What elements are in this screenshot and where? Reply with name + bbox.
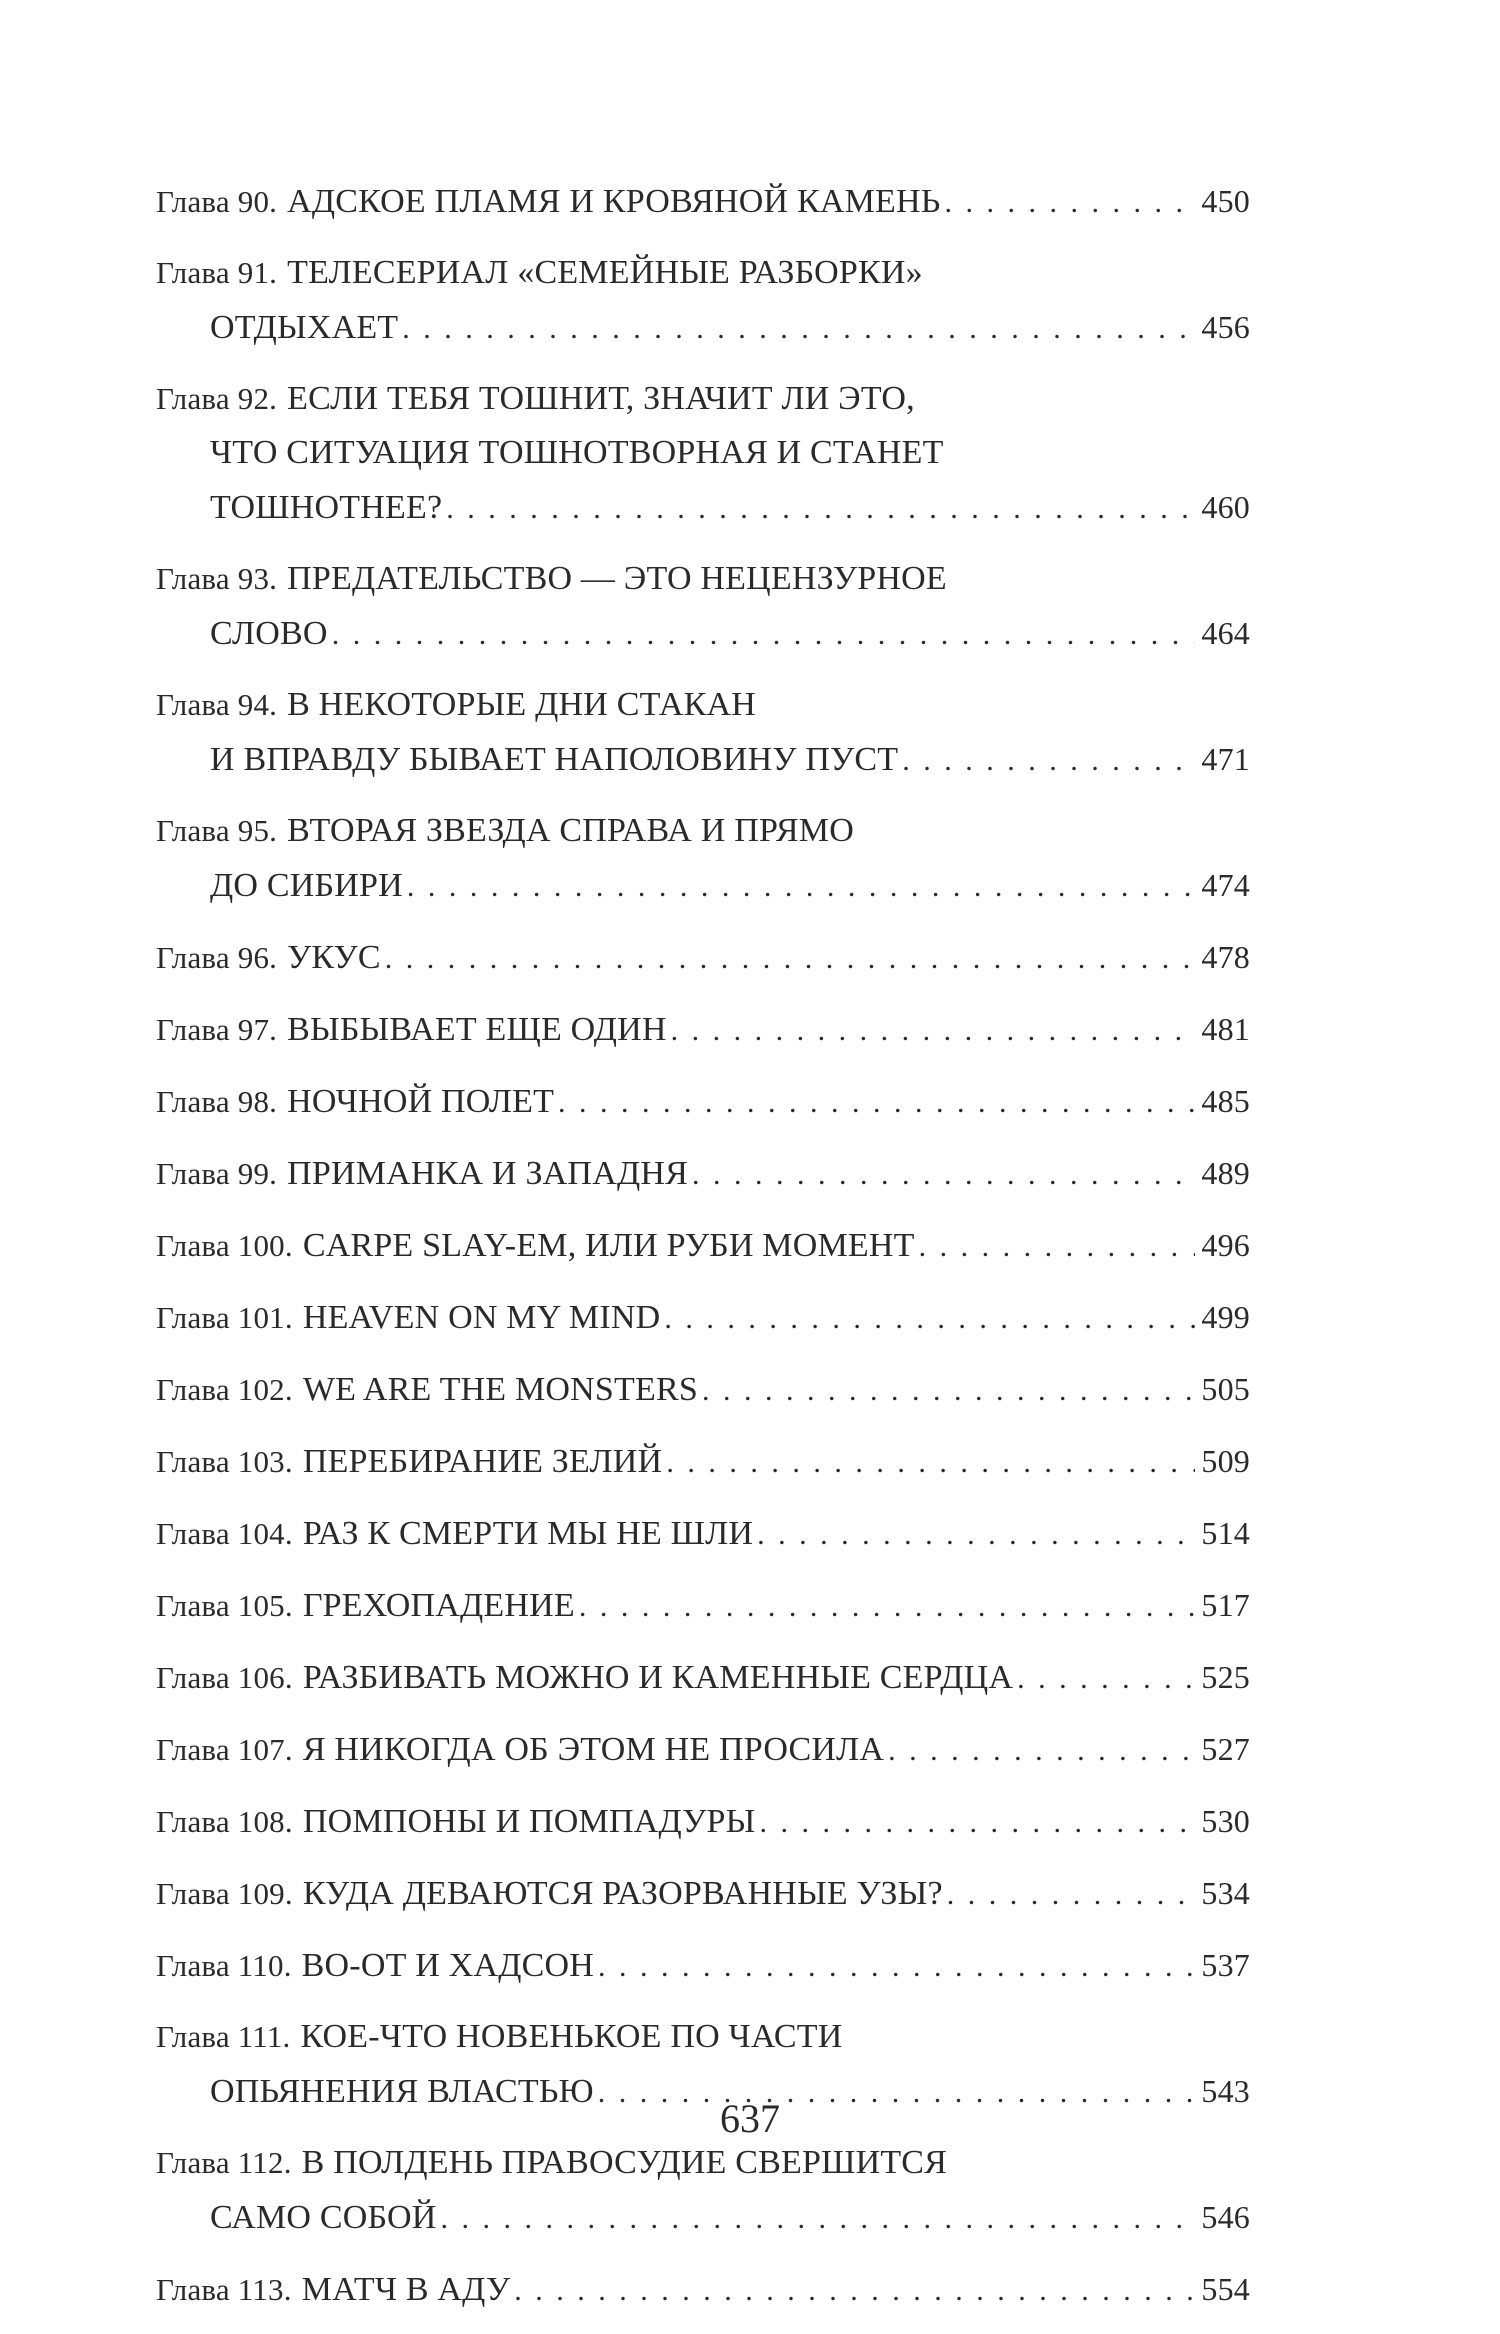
toc-entry [156, 1074, 1250, 1128]
chapter-prefix: Глава 101. [156, 1300, 293, 1335]
chapter-page-number: 527 [1201, 1731, 1250, 1767]
toc-entry [156, 246, 1250, 354]
toc-entry [156, 1650, 1250, 1704]
toc-entry [156, 1218, 1250, 1272]
chapter-page-number: 554 [1201, 2271, 1250, 2307]
chapter-prefix: Глава 95. [156, 813, 278, 848]
toc-entry [156, 552, 1250, 660]
toc-line [156, 426, 1250, 480]
toc-entry [156, 174, 1250, 228]
toc-entry [156, 1866, 1250, 1920]
chapter-page-number: 474 [1201, 867, 1250, 903]
toc-entry [156, 1938, 1250, 1992]
chapter-prefix: Глава 111. [156, 2019, 291, 2054]
toc-entry [156, 1722, 1250, 1776]
chapter-page-number: 450 [1201, 183, 1250, 219]
dot-leader [1017, 1652, 1195, 1706]
chapter-prefix: Глава 104. [156, 1516, 293, 1551]
chapter-title: ВТОРАЯ ЗВЕЗДА СПРАВА И ПРЯМО [287, 812, 854, 849]
chapter-page-number: 525 [1201, 1659, 1250, 1695]
toc-entry [156, 2136, 1250, 2244]
chapter-prefix: Глава 96. [156, 940, 278, 975]
chapter-page-number: 485 [1201, 1083, 1250, 1119]
chapter-title: ВО-ОТ И ХАДСОН [301, 1947, 594, 1984]
toc-entry [156, 1578, 1250, 1632]
dot-leader [888, 1724, 1195, 1778]
chapter-title: В ПОЛДЕНЬ ПРАВОСУДИЕ СВЕРШИТСЯ [301, 2144, 948, 2181]
toc-line [156, 1074, 1250, 1128]
chapter-prefix: Глава 90. [156, 184, 278, 219]
chapter-prefix: Глава 99. [156, 1156, 278, 1191]
chapter-title: ЧТО СИТУАЦИЯ ТОШНОТВОРНАЯ И СТАНЕТ [210, 434, 944, 471]
chapter-title: ПЕРЕБИРАНИЕ ЗЕЛИЙ [302, 1443, 663, 1480]
toc-entry [156, 678, 1250, 786]
chapter-title: КУДА ДЕВАЮТСЯ РАЗОРВАННЫЕ УЗЫ? [302, 1875, 943, 1912]
toc-line [156, 2010, 1250, 2064]
toc-entry [156, 1290, 1250, 1344]
chapter-title: ПРЕДАТЕЛЬСТВО — ЭТО НЕЦЕНЗУРНОЕ [287, 560, 947, 597]
chapter-page-number: 456 [1201, 309, 1250, 345]
chapter-prefix: Глава 108. [156, 1804, 293, 1839]
chapter-prefix: Глава 105. [156, 1588, 293, 1623]
chapter-title: СЛОВО [210, 615, 328, 652]
dot-leader [332, 608, 1196, 662]
toc-line [156, 930, 1250, 984]
chapter-title: CARPE SLAY-EM, ИЛИ РУБИ МОМЕНТ [302, 1227, 915, 1264]
chapter-title: УКУС [287, 939, 381, 976]
chapter-page-number: 499 [1201, 1299, 1250, 1335]
chapter-page-number: 489 [1201, 1155, 1250, 1191]
toc-line [156, 372, 1250, 426]
dot-leader [945, 176, 1196, 230]
chapter-title: HEAVEN ON MY MIND [302, 1299, 661, 1336]
dot-leader [558, 1076, 1195, 1130]
chapter-page-number: 464 [1201, 615, 1250, 651]
chapter-title: РАЗБИВАТЬ МОЖНО И КАМЕННЫЕ СЕРДЦА [302, 1659, 1014, 1696]
chapter-prefix: Глава 112. [156, 2145, 292, 2180]
toc-line [156, 1002, 1250, 1056]
chapter-title: ТЕЛЕСЕРИАЛ «СЕМЕЙНЫЕ РАЗБОРКИ» [287, 254, 923, 291]
toc-line [156, 1434, 1250, 1488]
chapter-prefix: Глава 103. [156, 1444, 293, 1479]
chapter-title: В НЕКОТОРЫЕ ДНИ СТАКАН [287, 686, 756, 723]
toc-line [156, 1578, 1250, 1632]
page-number-footer: 637 [720, 2096, 780, 2141]
toc-entry [156, 1506, 1250, 1560]
toc-line [156, 1794, 1250, 1848]
chapter-prefix: Глава 98. [156, 1084, 278, 1119]
chapter-prefix: Глава 102. [156, 1372, 293, 1407]
toc-line [156, 1290, 1250, 1344]
dot-leader [440, 2192, 1195, 2246]
toc-line [156, 1218, 1250, 1272]
toc-entry [156, 2262, 1250, 2316]
chapter-title: Я НИКОГДА ОБ ЭТОМ НЕ ПРОСИЛА [302, 1731, 885, 1768]
dot-leader [666, 1436, 1195, 1490]
dot-leader [446, 482, 1195, 536]
chapter-prefix: Глава 110. [156, 1948, 292, 1983]
chapter-prefix: Глава 92. [156, 381, 278, 416]
dot-leader [514, 2264, 1195, 2318]
chapter-page-number: 546 [1201, 2199, 1250, 2235]
chapter-prefix: Глава 106. [156, 1660, 293, 1695]
toc-line [156, 1650, 1250, 1704]
chapter-prefix: Глава 91. [156, 255, 278, 290]
chapter-title: САМО СОБОЙ [210, 2199, 437, 2236]
dot-leader [598, 1940, 1195, 1994]
chapter-title: ОТДЫХАЕТ [210, 309, 399, 346]
chapter-page-number: 471 [1201, 741, 1250, 777]
chapter-page-number: 509 [1201, 1443, 1250, 1479]
chapter-page-number: 514 [1201, 1515, 1250, 1551]
chapter-title: ТОШНОТНЕЕ? [210, 489, 443, 526]
dot-leader [385, 932, 1196, 986]
dot-leader [702, 1364, 1195, 1418]
chapter-page-number: 460 [1201, 489, 1250, 525]
toc-line [156, 732, 1250, 786]
toc-entry [156, 372, 1250, 534]
toc-line [156, 1362, 1250, 1416]
chapter-prefix: Глава 107. [156, 1732, 293, 1767]
toc-line [156, 1866, 1250, 1920]
toc-entry [156, 1002, 1250, 1056]
chapter-title: НОЧНОЙ ПОЛЕТ [287, 1083, 555, 1120]
chapter-title: ЕСЛИ ТЕБЯ ТОШНИТ, ЗНАЧИТ ЛИ ЭТО, [287, 380, 915, 417]
chapter-title: ГРЕХОПАДЕНИЕ [302, 1587, 575, 1624]
dot-leader [947, 1868, 1196, 1922]
toc-line [156, 480, 1250, 534]
toc-entry [156, 1146, 1250, 1200]
chapter-title: ПРИМАНКА И ЗАПАДНЯ [287, 1155, 688, 1192]
toc-line [156, 2136, 1250, 2190]
chapter-prefix: Глава 109. [156, 1876, 293, 1911]
chapter-title: И ВПРАВДУ БЫВАЕТ НАПОЛОВИНУ ПУСТ [210, 741, 899, 778]
chapter-prefix: Глава 94. [156, 687, 278, 722]
toc-line [156, 300, 1250, 354]
toc-entry [156, 804, 1250, 912]
toc-entry [156, 930, 1250, 984]
chapter-title: РАЗ К СМЕРТИ МЫ НЕ ШЛИ [302, 1515, 754, 1552]
chapter-prefix: Глава 97. [156, 1012, 278, 1047]
dot-leader [402, 302, 1195, 356]
toc-line [156, 1146, 1250, 1200]
chapter-page-number: 530 [1201, 1803, 1250, 1839]
dot-leader [919, 1220, 1196, 1274]
chapter-title: ВЫБЫВАЕТ ЕЩЕ ОДИН [287, 1011, 667, 1048]
toc-line [156, 1938, 1250, 1992]
dot-leader [760, 1796, 1196, 1850]
chapter-page-number: 543 [1201, 2073, 1250, 2109]
dot-leader [664, 1292, 1195, 1346]
toc-line [156, 804, 1250, 858]
chapter-page-number: 505 [1201, 1371, 1250, 1407]
chapter-page-number: 496 [1201, 1227, 1250, 1263]
toc-line [156, 678, 1250, 732]
dot-leader [692, 1148, 1195, 1202]
toc-line [156, 2262, 1250, 2316]
chapter-prefix: Глава 93. [156, 561, 278, 596]
chapter-title: ОПЬЯНЕНИЯ ВЛАСТЬЮ [210, 2073, 594, 2110]
toc-line [156, 1722, 1250, 1776]
toc-line [156, 606, 1250, 660]
chapter-page-number: 517 [1201, 1587, 1250, 1623]
toc-entry [156, 1794, 1250, 1848]
chapter-prefix: Глава 100. [156, 1228, 293, 1263]
chapter-page-number: 537 [1201, 1947, 1250, 1983]
toc-line [156, 552, 1250, 606]
chapter-title: WE ARE THE MONSTERS [302, 1371, 698, 1408]
chapter-title: ДО СИБИРИ [210, 867, 403, 904]
toc-line [156, 174, 1250, 228]
chapter-title: АДСКОЕ ПЛАМЯ И КРОВЯНОЙ КАМЕНЬ [287, 183, 941, 220]
dot-leader [671, 1004, 1196, 1058]
toc-line [156, 1506, 1250, 1560]
table-of-contents [156, 174, 1250, 2334]
dot-leader [579, 1580, 1196, 1634]
chapter-title: ПОМПОНЫ И ПОМПАДУРЫ [302, 1803, 756, 1840]
toc-line [156, 246, 1250, 300]
chapter-title: МАТЧ В АДУ [301, 2271, 511, 2308]
dot-leader [757, 1508, 1195, 1562]
toc-line [156, 858, 1250, 912]
toc-entry [156, 1362, 1250, 1416]
chapter-page-number: 478 [1201, 939, 1250, 975]
chapter-page-number: 481 [1201, 1011, 1250, 1047]
chapter-page-number: 534 [1201, 1875, 1250, 1911]
dot-leader [902, 734, 1195, 788]
dot-leader [407, 860, 1196, 914]
toc-entry [156, 1434, 1250, 1488]
chapter-prefix: Глава 113. [156, 2272, 292, 2307]
chapter-title: КОЕ-ЧТО НОВЕНЬКОЕ ПО ЧАСТИ [300, 2018, 843, 2055]
toc-line [156, 2190, 1250, 2244]
